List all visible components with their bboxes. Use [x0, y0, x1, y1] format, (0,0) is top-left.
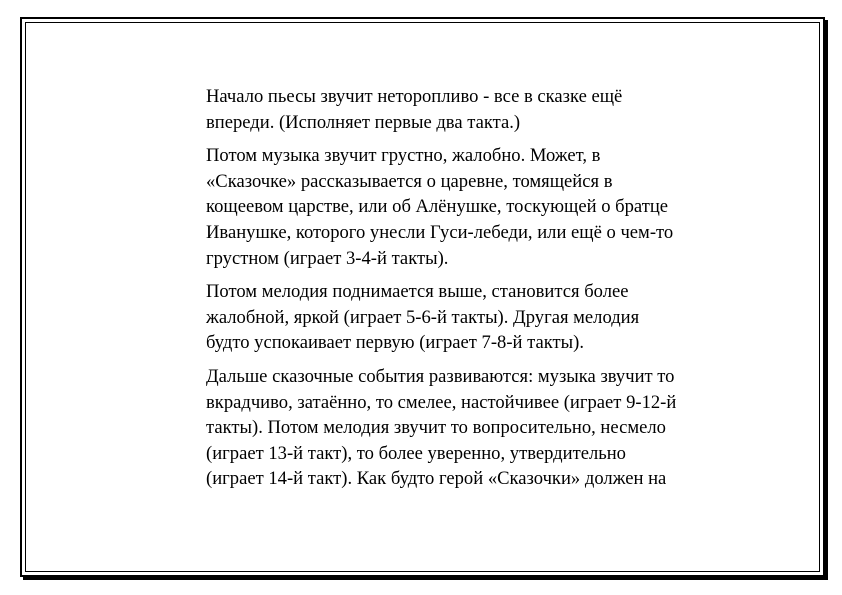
- paragraph-3: Потом мелодия поднимается выше, становится более жалобной, яркой (играет 5-6-й такты). Другая мелодия будто успокаивает первую (играет 7-8-й такты).: [206, 281, 640, 354]
- paragraph-4: Дальше сказочные события развиваются: музыка звучит то вкрадчиво, затаённо, то смелее, настойчивее (играет 9-12-й такты). Потом мелодия звучит то вопросительно, несмело (играет 13-й такт), то более уверенно, утвердительно (играет 14-й такт). Как будто герой «Сказочки» должен на: [206, 365, 677, 490]
- document-body: [206, 84, 726, 500]
- paragraph-1: Начало пьесы звучит неторопливо - все в сказке ещё впереди. (Исполняет первые два такта.): [206, 86, 623, 133]
- paragraph-2: Потом музыка звучит грустно, жалобно. Может, в «Сказочке» рассказывается о царевне, томящейся в кощеевом царстве, или об Алёнушке, тоскующей о братце Иванушке, которого унесли Гуси-лебеди, или ещё о чем-то грустном (играет 3-4-й такты).: [206, 145, 674, 269]
